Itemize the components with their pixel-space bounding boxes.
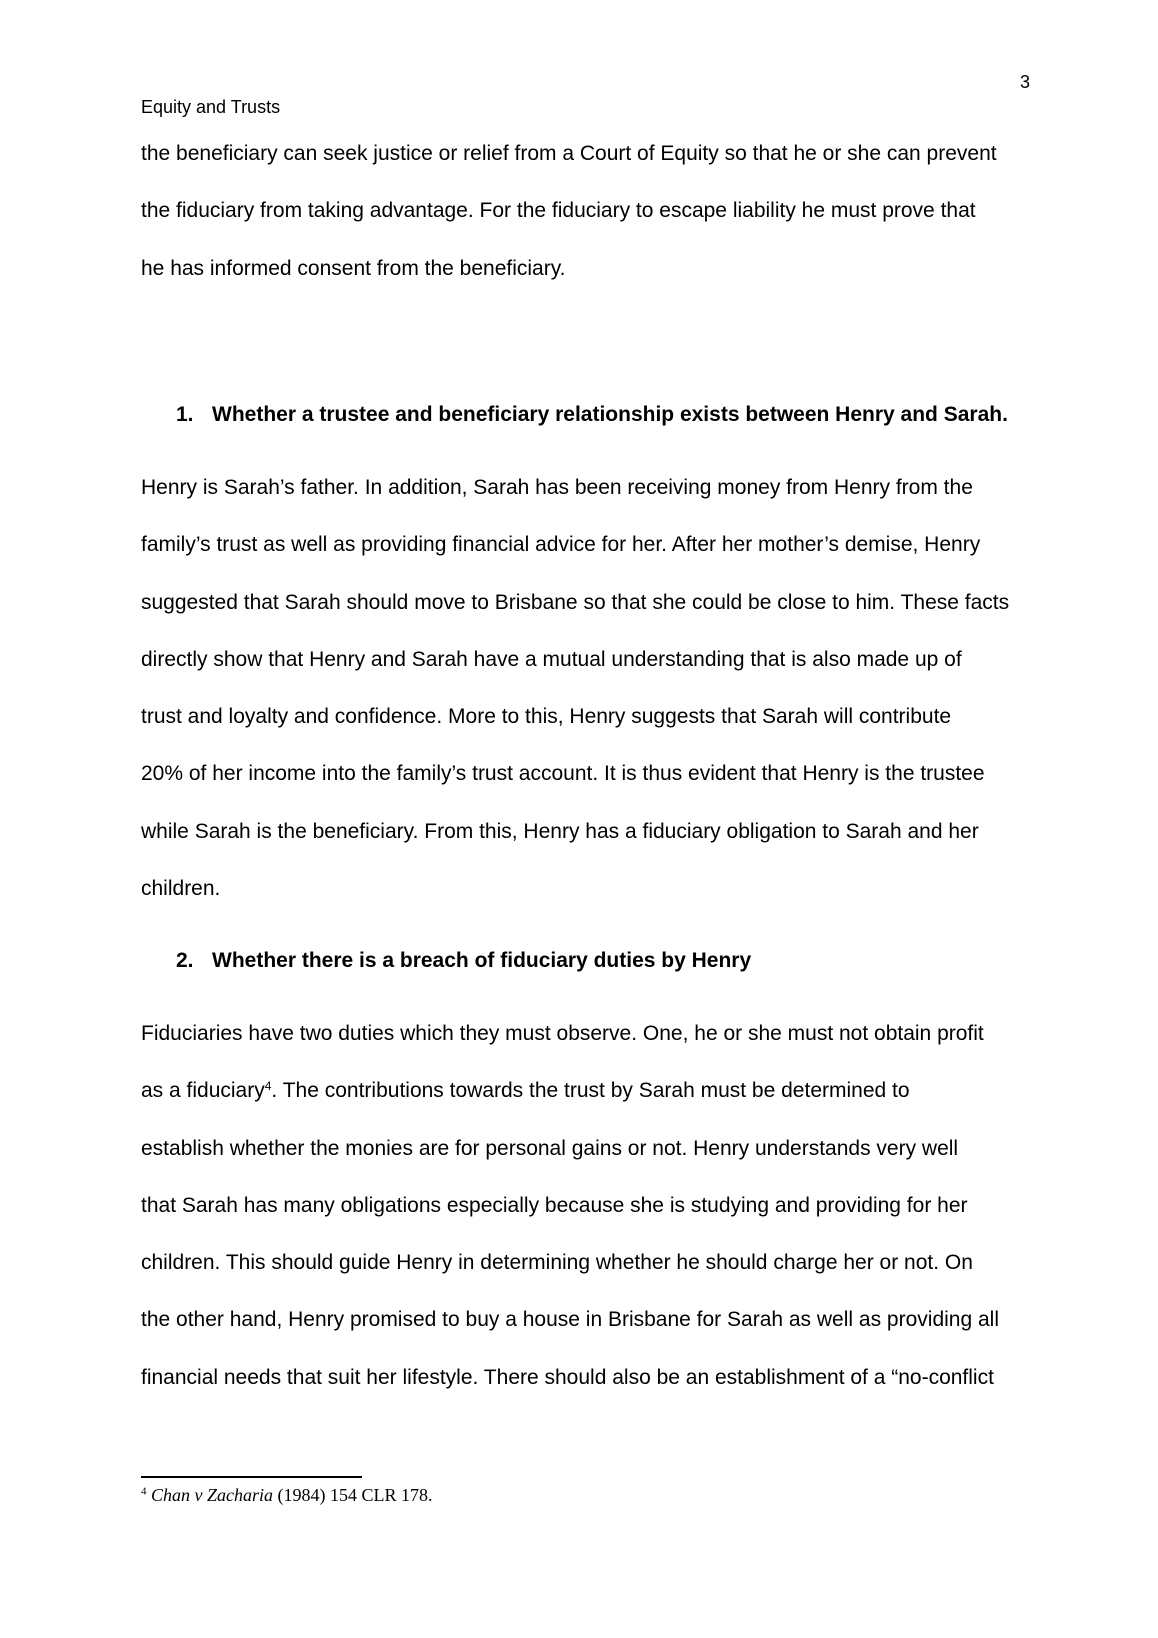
- section-1-number: 1.: [176, 403, 194, 426]
- text-line: the beneficiary can seek justice or relief from a Court of Equity so that he or she can prevent: [141, 142, 997, 165]
- section-1-paragraph: [141, 473, 1041, 931]
- section-1-title: Whether a trustee and beneficiary relationship exists between Henry and Sarah.: [212, 403, 1008, 426]
- text-line: that Sarah has many obligations especially because she is studying and providing for her: [141, 1193, 968, 1217]
- text-segment: as a fiduciary: [141, 1079, 265, 1103]
- text-line: suggested that Sarah should move to Brisbane so that she could be close to him. These facts: [141, 590, 1010, 614]
- running-header: Equity and Trusts: [141, 97, 281, 117]
- text-line: children. This should guide Henry in determining whether he should charge her or not. On: [141, 1251, 973, 1275]
- text-line: children.: [141, 877, 221, 901]
- page-number: 3: [1019, 72, 1030, 92]
- text-line: the fiduciary from taking advantage. For the fiduciary to escape liability he must prove that: [141, 199, 976, 223]
- section-2-heading: [176, 946, 751, 976]
- section-1-heading: [176, 400, 1008, 430]
- intro-paragraph: [141, 139, 1041, 311]
- text-line: financial needs that suit her lifestyle. There should also be an establishment of a “no-conflict: [141, 1365, 994, 1389]
- text-line: establish whether the monies are for personal gains or not. Henry understands very well: [141, 1136, 959, 1160]
- text-line: 20% of her income into the family’s trust account. It is thus evident that Henry is the trustee: [141, 762, 985, 786]
- text-line: while Sarah is the beneficiary. From this, Henry has a fiduciary obligation to Sarah and her: [141, 819, 979, 843]
- text-line: directly show that Henry and Sarah have a mutual understanding that is also made up of: [141, 647, 962, 671]
- text-segment: . The contributions towards the trust by Sarah must be determined to: [271, 1079, 910, 1103]
- footnote: [141, 1483, 433, 1507]
- section-2-title: Whether there is a breach of fiduciary duties by Henry: [212, 949, 752, 972]
- footnote-reference[interactable]: 4: [264, 1079, 272, 1094]
- text-line-with-footnote: [141, 1076, 1041, 1133]
- section-2-number: 2.: [176, 949, 194, 972]
- footnote-marker: 4: [141, 1485, 147, 1498]
- text-line: the other hand, Henry promised to buy a house in Brisbane for Sarah as well as providing all: [141, 1308, 999, 1332]
- text-line: Henry is Sarah’s father. In addition, Sarah has been receiving money from Henry from the: [141, 476, 973, 499]
- footnote-citation: (1984) 154 CLR 178.: [273, 1485, 433, 1505]
- text-line: Fiduciaries have two duties which they must observe. One, he or she must not obtain profit: [141, 1022, 984, 1045]
- section-2-paragraph: [141, 1019, 1041, 1420]
- footnote-case-name: Chan v Zacharia: [151, 1485, 274, 1505]
- footnote-separator: [141, 1476, 362, 1478]
- text-line: family’s trust as well as providing financial advice for her. After her mother’s demise, Henry: [141, 533, 981, 557]
- text-line: trust and loyalty and confidence. More to this, Henry suggests that Sarah will contribute: [141, 705, 952, 729]
- text-line: he has informed consent from the beneficiary.: [141, 256, 566, 280]
